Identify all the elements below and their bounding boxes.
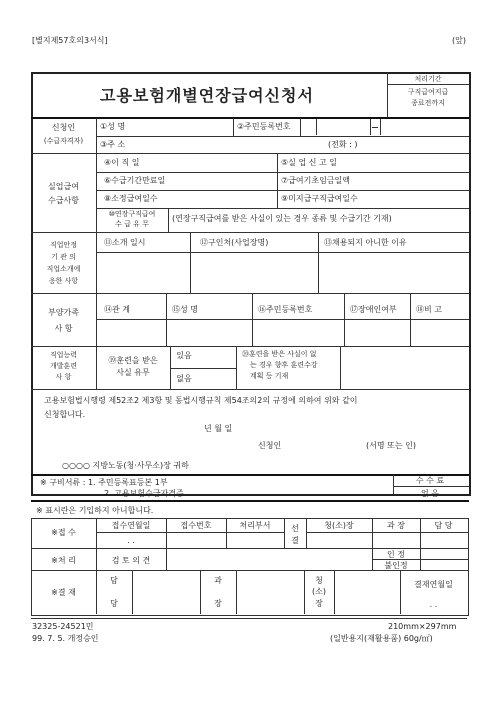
page-side: (앞)	[452, 36, 466, 45]
fee-label: 수 수 료	[415, 476, 445, 485]
extended-benefit-note: (연장구직급여를 받은 사실이 있는 경우 종류 및 수급기간 기재)	[172, 214, 392, 223]
relation-label: ⑭관 계	[104, 305, 130, 314]
training-received-l2: 사실 유무	[116, 368, 150, 377]
resident-id-boxes[interactable]	[316, 119, 467, 135]
benefit-expiry-label: ⑥수급기간만료일	[104, 176, 166, 185]
approver1-l1: 담	[110, 576, 118, 585]
remarks-label: ⑱비 고	[416, 305, 442, 314]
required-docs-item2: 2. 고용보험수급자격증	[104, 489, 184, 498]
paper-size: 210mm×297mm	[388, 622, 457, 631]
signature-label[interactable]: (서명 또는 인)	[366, 441, 416, 450]
paper-type: (일반용지(재활용품) 60g/㎡)	[330, 634, 433, 643]
extended-benefit-l2: 수 급 유 무	[115, 220, 149, 228]
approval-date-dots: . .	[429, 600, 438, 609]
unemployment-section-l1: 실업급여	[48, 182, 79, 191]
decision-l2: 결	[291, 536, 299, 545]
approval-date-label: 결재연월일	[414, 580, 453, 589]
form-number: [별지제57호의3서식]	[32, 36, 108, 45]
training-no[interactable]: 없음	[176, 374, 192, 383]
training-yes[interactable]: 있음	[176, 351, 192, 360]
dependent-name-label: ⑮성 명	[172, 305, 198, 314]
placement-section-l2: 기 관 의	[51, 253, 76, 261]
processing-period-line2: 종료전까지	[411, 99, 445, 107]
placement-section-l3: 직업소개에	[46, 265, 81, 273]
dept-label: 처리부서	[239, 521, 271, 530]
training-plan-l1: ⑳훈련을 받은 사실이 없	[242, 350, 317, 358]
processing-period-line1: 구직급여지급	[407, 88, 449, 96]
process-label: ※처 리	[51, 556, 76, 565]
office-use-note: ※ 표시란은 기입하지 아니합니다.	[36, 506, 154, 515]
base-wage-label: ⑦급여기초임금일액	[281, 176, 350, 185]
reject-label: 불인정	[384, 561, 408, 570]
declaration-date[interactable]: 년 월 일	[204, 424, 233, 433]
receipt-date-label: 접수연월일	[111, 521, 151, 530]
decision-l1: 선	[291, 524, 299, 533]
training-section-l2: 개발훈련	[49, 362, 78, 370]
dependents-section-l1: 부양가족	[48, 308, 79, 317]
extended-benefit-l1: ⑩연장구직급여	[108, 210, 156, 218]
processing-period-label: 처리기간	[414, 75, 442, 83]
footer-date: 99. 7. 5. 개정승인	[32, 634, 99, 643]
training-plan-l2: 는 경우 향후 훈련수강	[250, 361, 318, 369]
recipient-office: ○○○○ 지방노동(청·사무소)장 귀하	[62, 461, 189, 470]
prescribed-days-label: ⑧소정급여일수	[104, 194, 158, 203]
approver1-l2: 당	[110, 599, 118, 608]
approver3-l2: (소)	[312, 587, 326, 596]
dependent-id-label: ⑯주민등록번호	[258, 305, 313, 314]
not-hired-reason-label: ⑬채용되지 아니한 이유	[324, 238, 407, 247]
approver2-l1: 과	[214, 576, 222, 585]
unpaid-days-label: ⑨미지급구직급여일수	[281, 194, 358, 203]
manager-label: 과 장	[387, 521, 405, 530]
training-received-l1: ⑲훈련을 받은	[108, 356, 158, 365]
applicant-section-sub: (수급자격자)	[43, 137, 84, 145]
staff-label: 담 당	[434, 521, 453, 530]
approve-label: 인 정	[387, 550, 405, 559]
training-section-l3: 사 항	[55, 373, 72, 381]
placement-section-l4: 응한 사항	[48, 277, 79, 285]
receipt-date-dots: . .	[127, 536, 135, 545]
footer-code: 32325-24521민	[32, 622, 94, 631]
chief-label: 청(소)장	[324, 521, 354, 530]
placement-section-l1: 직업안정	[49, 241, 78, 249]
receipt-label: ※접 수	[51, 528, 76, 537]
training-section-l1: 직업능력	[49, 351, 78, 359]
form-title: 고용보험개별연장급여신청서	[100, 86, 314, 105]
approver2-l2: 장	[214, 599, 222, 608]
approver3-l3: 장	[315, 599, 323, 608]
disability-label: ⑰장애인여부	[350, 305, 397, 314]
receipt-no-label: 접수번호	[180, 521, 212, 530]
applicant-section-label: 신청인	[51, 123, 76, 132]
required-docs-label: ※ 구비서류 : 1. 주민등록표등본 1부	[40, 478, 168, 487]
separation-date-label: ④이 직 일	[104, 158, 140, 167]
declaration-line2: 신청합니다.	[44, 410, 86, 419]
training-plan-l3: 계획 등 기재	[250, 372, 289, 380]
phone-label: (전화 : )	[328, 140, 358, 149]
approver3-l1: 청	[315, 576, 323, 585]
unemployment-section-l2: 수급사항	[48, 196, 79, 205]
resident-id-label: ②주민등록번호	[237, 122, 291, 131]
referral-date-label: ⑪소개 일시	[104, 238, 146, 247]
fee-value: 없 음	[421, 489, 439, 498]
unemployment-report-date-label: ⑤실 업 신 고 일	[281, 158, 337, 167]
address-label: ③주 소	[100, 140, 126, 149]
review-label: 검 토 의 견	[111, 556, 151, 565]
declaration-applicant: 신청인	[258, 441, 282, 450]
name-label: ①성 명	[100, 122, 126, 131]
dependents-section-l2: 사 항	[54, 324, 73, 333]
employer-label: ⑫구인처(사업장명)	[200, 238, 269, 247]
approval-label: ※결 재	[51, 588, 76, 597]
declaration-line1: 고용보험법시행령 제52조2 제3항 및 동법시행규칙 제54조의2의 규정에 의하여 위와 같이	[44, 396, 358, 405]
